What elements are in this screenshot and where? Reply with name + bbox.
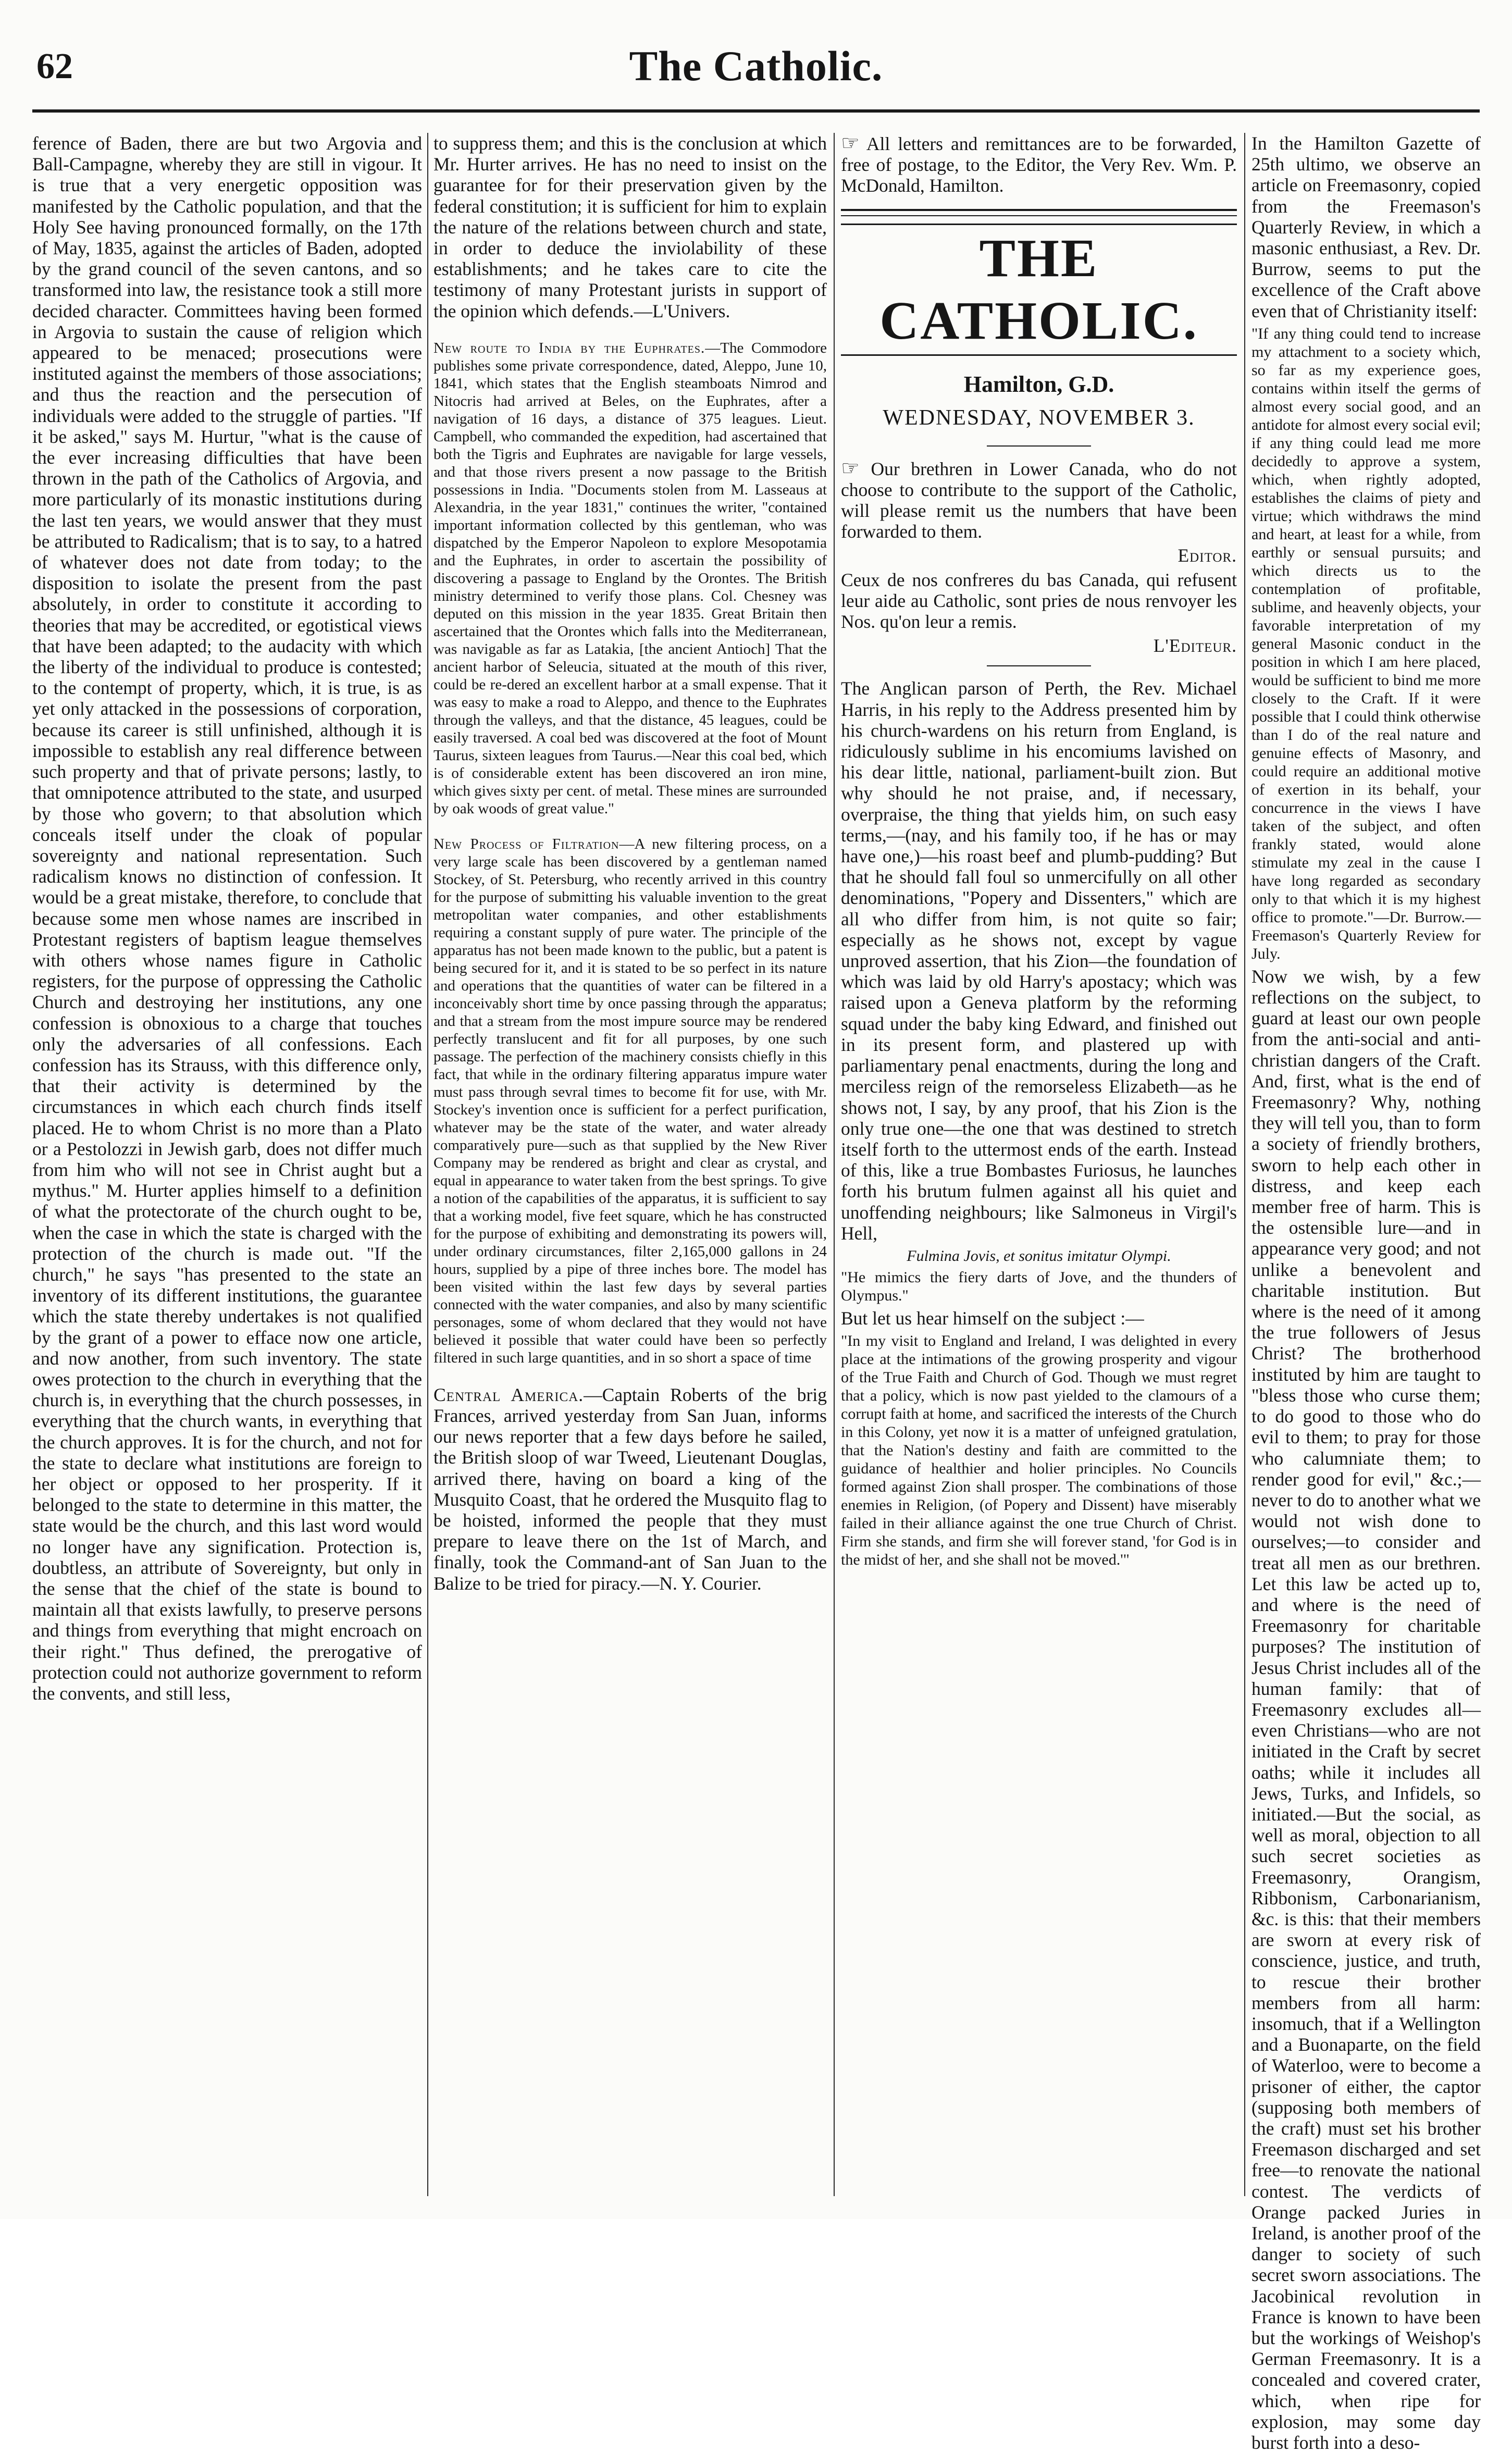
notice-english-signature: Editor. [1178, 545, 1237, 566]
freemasonry-intro: In the Hamilton Gazette of 25th ultimo, we observe an article on Freemasonry, copied from the Freemason's Quarterly Review, in which a masonic enthusiast, a Rev. Dr. Burrow, seems to put the excellence of the Craft above even that of Christianity itself: [1251, 133, 1481, 321]
pointing-hand-icon: ☞ [841, 456, 860, 480]
article-anglican-parson: The Anglican parson of Perth, the Rev. Michael Harris, in his reply to the Address presented him by his church-wardens on his return from England, is ridiculously sublime in his encomiums lavished on his dear little, national, parliament-built zion. But why should he not praise, and, if necessary, overpraise, the thing that yields him, on such easy terms,—(nay, and his family too, if he has or may have one,)—his roast beef and plumb-pudding? But that he should fall foul so unmercifully on all other denominations, "Popery and Dissenters," which are all who differ from him, is not quite so fair; especially as he shows not, except by vague unproved assertion, that his Zion—the foundation of which was laid by old Harry's apostacy; which was raised upon a Geneva platform by the reforming squad under the baby king Edward, and finished out in its present form, and plastered up with parliamentary penal enactments, during the long and merciless reign of the remorseless Elizabeth—as he shows not, I say, by any proof, that his Zion is the only true one—the one that was destined to stretch itself forth to the uttermost ends of the earth. Instead of this, like a true Bombastes Furiosus, he launches forth his brutum fulmen against all his quiet and unoffending neighbours; like Salmoneus in Virgil's Hell, [841, 678, 1237, 1244]
column-3 [841, 133, 1237, 2196]
masthead-title: THE CATHOLIC. [841, 224, 1237, 356]
header-rule [32, 109, 1480, 113]
column-rule [1244, 133, 1245, 2196]
article-hurter-continued: ference of Baden, there are but two Argovia and Ball-Campagne, whereby they are still in vigour. It is true that a very energetic opposition was manifested by the Catholic population, and that the Holy See having pronounced formally, on the 17th of May, 1835, against the articles of Baden, adopted by the grand council of the seven cantons, and so transformed into law, the resistance took a still more decided character. Committees having been formed in Argovia to sustain the cause of religion which appeared to be menaced; prosecutions were instituted against the members of those associations; and thus the reaction and the persecution of individuals were added to the struggle of parties. "If it be asked," says M. Hurtur, "what is the cause of the ever increasing difficulties that have been thrown in the path of the Catholics of Argovia, and more particularly of its monastic institutions during the last ten years, we would answer that they must be attributed to Radicalism; that is to say, to a hatred of whatever does not date from today; to the disposition to isolate the present from the past absolutely, in order to constitute it according to theories that may be accredited, or egotistical views that have been adapted; to the audacity with which the liberty of the individual to produce is contested; to the contempt of property, which, it is true, is as yet only attacked in the possessions of corporation, because its career is still unfinished, although it is impossible to establish any real difference between such property and that of private persons; lastly, to that omnipotence attributed to the state, and usurped by those who govern; to that absolution which conceals itself under the cloak of popular sovereignty and national representation. Such radicalism knows no distinction of confession. It would be a great mistake, therefore, to conclude that because some men whose names are inscribed in Protestant registers of baptism league themselves with others whose names figure in Catholic registers, for the purpose of oppressing the Catholic Church and destroying her institutions, any one confession is obnoxious to a charge that touches only the adversaries of all confessions. Each confession has its Strauss, with this difference only, that their activity is determined by the circumstances in which each church finds itself placed. He to whom Christ is no more than a Plato or a Pestolozzi in Jewish garb, does not differ much from him who will not see in Christ aught but a mythus." M. Hurter applies himself to a definition of what the protectorate of the church ought to be, when the case in which the state is charged with the protection of the church is made out. "If the church," he says "has presented to the state an inventory of its different institutions, the guarantee which the state thereby undertakes is not qualified by the grant of a power to efface now one article, and now another, from such inventory. The state owes protection to the church in everything that the church is, in everything that the church possesses, in everything that the church wants, in everything that the church approves. It is for the church, and not for the state to declare what institutions are foreign to her object or opposed to her prosperity. If it belonged to the state to determine in this matter, the state would be the church, and this last word would no longer have any signification. Protection is, doubtless, an attribute of Sovereignty, but only in the sense that the chief of the state is bound to maintain all that exists lawfully, to preserve persons and things from everything that might encroach on their right." Thus defined, the prerogative of protection could not authorize government to reform the convents, and still less, [32, 133, 422, 1704]
notice-french-signature: L'Editeur. [1153, 635, 1237, 656]
notice-english-text: Our brethren in Lower Canada, who do not choose to contribute to the support of the Catholic, will please remit us the numbers that have been forwarded to them. [841, 458, 1237, 542]
freemasonry-article: Now we wish, by a few reflections on the subject, to guard at least our own people from the anti-social and anti-christian dangers of the Craft. And, first, what is the end of Freemasonry? Why, nothing they will tell you, than to form a society of friendly brothers, sworn to help each other in distress, and keep each member free of harm. This is the ostensible lure—and in appearance very good; and not unlike a benevolent and charitable institution. But where is the need of it among the true followers of Jesus Christ? The brotherhood instituted by him are taught to "bless those who curse them; to do good to those who do evil to them; to pray for those who calumniate them; to render good for evil," &c.;—never to do to another what we would not wish done to ourselves;—to consider and treat all men as our brethren. Let this law be acted up to, and where is the need of Freemasonry for charitable purposes? The institution of Jesus Christ includes all of the human family: that of Freemasonry excludes all—even Christians—who are not initiated in the Craft by secret oaths; while it includes all Jews, Turks, and Infidels, so initiated.—But the social, as well as moral, objection to all such secret societies as Freemasonry, Orangism, Ribbonism, Carbonarianism, &c. is this: that their members are sworn at every risk of conscience, justice, and truth, to rescue their brother members from all harm: insomuch, that if a Wellington and a Buonaparte, on the field of Waterloo, were to become a prisoner of either, the captor (supposing both members of the craft) must set his brother Freemason discharged and set free—to renovate the national contest. The verdicts of Orange packed Juries in Ireland, is another proof of the danger to society of such secret sworn associations. The Jacobinical revolution in France is known to have been but the workings of Weishop's German Freemasonry. It is a concealed and covered crater, which, when ripe for explosion, may some day burst forth into a deso- [1251, 965, 1481, 2453]
filtration-heading: New Process of Filtration [433, 835, 619, 852]
masthead-double-rule [841, 209, 1237, 216]
dateline-date: WEDNESDAY, NOVEMBER 3. [883, 405, 1195, 430]
harris-quotation: "In my visit to England and Ireland, I was delighted in every place at the intimations of the growing prosperity and vigour of the True Faith and Church of God. Though we must regret that a policy, which is now past yielded to the clamours of a corrupt faith at home, and sacrificed the interests of the Church in this Colony, yet now it is a matter of unfeigned gratulation, that the Nation's destiny and faith are committed to the guidance of healthier and holier principles. No Councils formed against Zion shall prosper. The combinations of those enemies in Religion, (of Popery and Dissent) have miserably failed in their alliance against the one true Church of Christ. Firm she stands, and firm she will forever stand, 'for God is in the midst of her, and she shall not be moved.'" [841, 1332, 1237, 1569]
column-rule [427, 133, 428, 2196]
column-4 [1251, 133, 1481, 2453]
section-rule [987, 445, 1091, 447]
euphrates-heading: New route to India by the Euphrates. [433, 339, 705, 356]
column-1 [32, 133, 422, 2196]
section-rule [987, 665, 1091, 666]
filtration-body: —A new filtering process, on a very large scale has been discovered by a gentleman named Stockey, of St. Petersburg, who recently arrived in this country for the purpose of submitting his valuable invention to the great metropolitan water companies, and other establishments requiring a constant supply of pure water. The principle of the apparatus has not been made known to the public, but a patent is being secured for it, and it is stated to be so perfect in its nature and operations that the quantities of water can be filtered in a inconceivably short time by once passing through the apparatus; and that a stream from the most impure source may be rendered perfectly translucent and fit for all purposes, by one such passage. The perfection of the machinery consists chiefly in this fact, that while in the ordinary filtering apparatus impure water must pass through sevral times to become fit for use, with Mr. Stockey's invention once is sufficient for a perfect purification, whatever may be the state of the water, and water already comparatively pure—such as that supplied by the New River Company may be rendered as bright and clear as crystal, and equal in appearance to water taken from the best springs. To give a notion of the capabilities of the apparatus, it is sufficient to say that a working model, five feet square, which he has constructed for the purpose of exhibiting and demonstrating its powers will, under ordinary circumstances, filter 2,165,000 gallons in 24 hours, supplied by a pipe of three inches bore. The model has been visited within the last few days by several parties connected with the water companies, and also by many scientific personages, some of whom declared that they would not have believed it possible that water could have been so perfectly filtered in such large quantities, and in so short a space of time [433, 835, 827, 1366]
article-hurter-conclusion: to suppress them; and this is the conclusion at which Mr. Hurter arrives. He has no need to insist on the guarantee for for their preservation given by the federal constitution; it is sufficient for him to explain the nature of the relations between church and state, in order to deduce the inviolability of these establishments; and he takes care to cite the testimony of many Protestant jurists in support of the opinion which defends.—L'Univers. [433, 133, 827, 321]
latin-quotation: Fulmina Jovis, et sonitus imitatur Olympi. [907, 1247, 1171, 1265]
euphrates-body: —The Commodore publishes some private correspondence, dated, Aleppo, June 10, 1841, which states that the English steamboats Nimrod and Nitocris had arrived at Beles, on the Euphrates, after a navigation of 16 days, a distance of 375 leagues. Lieut. Campbell, who commanded the expedition, had ascertained that both the Tigris and Euphrates are navigable for large vessels, and that those rivers present a now passage to the British possessions in India. "Documents stolen from M. Lasseaus at Alexandria, in the year 1831," continues the writer, "contained important information collected by this gentleman, who was dispatched by the Emperor Napoleon to explore Mesopotamia and the Euphrates, in order to ascertain the possibility of discovering a passage to England by the Orontes. The British ministry determined to verify those plans. Col. Chesney was deputed on this mission in the year 1835. Great Britain then ascertained that the Orontes which falls into the Mediterranean, was navigable as far as Latakia, [the ancient Antioch] That the ancient harbor of Seleucia, situated at the mouth of this river, could be re-dered an excellent harbor at a small expense. That it was easy to make a road to Aleppo, and thence to the Euphrates through the valleys, and that the distance, 45 leagues, could be easily traversed. A coal bed was discovered at the foot of Mount Taurus, sixteen leagues from Taurus.—Near this coal bed, which is of considerable extent has been discovered an iron mine, which gives sixty per cent. of metal. These mines are surrounded by oak woods of great value." [433, 339, 827, 817]
column-rule [834, 133, 835, 2196]
column-2 [433, 133, 827, 2196]
article-central-america [433, 1384, 827, 1594]
spacer [433, 821, 827, 835]
central-america-heading: Central America. [433, 1384, 584, 1405]
dateline-city: Hamilton, G.D. [963, 371, 1114, 397]
notice-french: Ceux de nos confreres du bas Canada, qui refusent leur aide au Catholic, sont pries de nous renvoyer les Nos. qu'on leur a remis. [841, 569, 1237, 633]
article-euphrates [433, 339, 827, 817]
latin-translation: "He mimics the fiery darts of Jove, and the thunders of Olympus." [841, 1268, 1237, 1304]
central-america-body: —Captain Roberts of the brig Frances, arrived yesterday from San Juan, informs our news reporter that a few days before he sailed, the British sloop of war Tweed, Lieutenant Douglas, arrived there, having on board a king of the Musquito Coast, that he ordered the Musquito flag to be hoisted, informed the people that they must prepare to leave there on the 1st of March, and finally, took the Command-ant of San Juan to the Balize to be tried for piracy.—N. Y. Courier. [433, 1384, 827, 1594]
burrow-quotation: "If any thing could tend to increase my attachment to a society which, so far as my experience goes, contains within itself the germs of almost every social good, and an antidote for almost every social evil; if any thing could lead me more decidedly to approve a system, which, when rightly adopted, establishes the claims of piety and virtue; which withdraws the mind and heart, at least for a while, from earthly or sensual pursuits; and which directs us to the contemplation of profitable, sublime, and heavenly objects, your favorable interpretation of my general Masonic conduct in the position in which I am here placed, would be sufficient to bind me more closely to the Craft. If it were possible that I could think otherwise than I do of the real nature and genuine effects of Masonry, and could require an additional motive of exertion in its behalf, your concurrence in the views I have taken of the subject, and often frankly stated, would alone stimulate my zeal in the cause I have long regarded as secondary only to that which it is my highest office to promote."—Dr. Burrow.—Freemason's Quarterly Review for July. [1251, 325, 1481, 962]
bridge-line: But let us hear himself on the subject :— [841, 1307, 1144, 1329]
spacer [433, 1370, 827, 1384]
running-head: The Catholic. [629, 42, 883, 90]
notice-english [841, 458, 1237, 542]
page-number: 62 [36, 46, 73, 86]
pointing-hand-icon: ☞ [841, 131, 860, 155]
editor-notice [841, 133, 1237, 196]
editor-notice-text: All letters and remittances are to be forwarded, free of postage, to the Editor, the Very Rev. Wm. P. McDonald, Hamilton. [841, 133, 1237, 196]
article-filtration [433, 835, 827, 1367]
spacer [433, 325, 827, 339]
